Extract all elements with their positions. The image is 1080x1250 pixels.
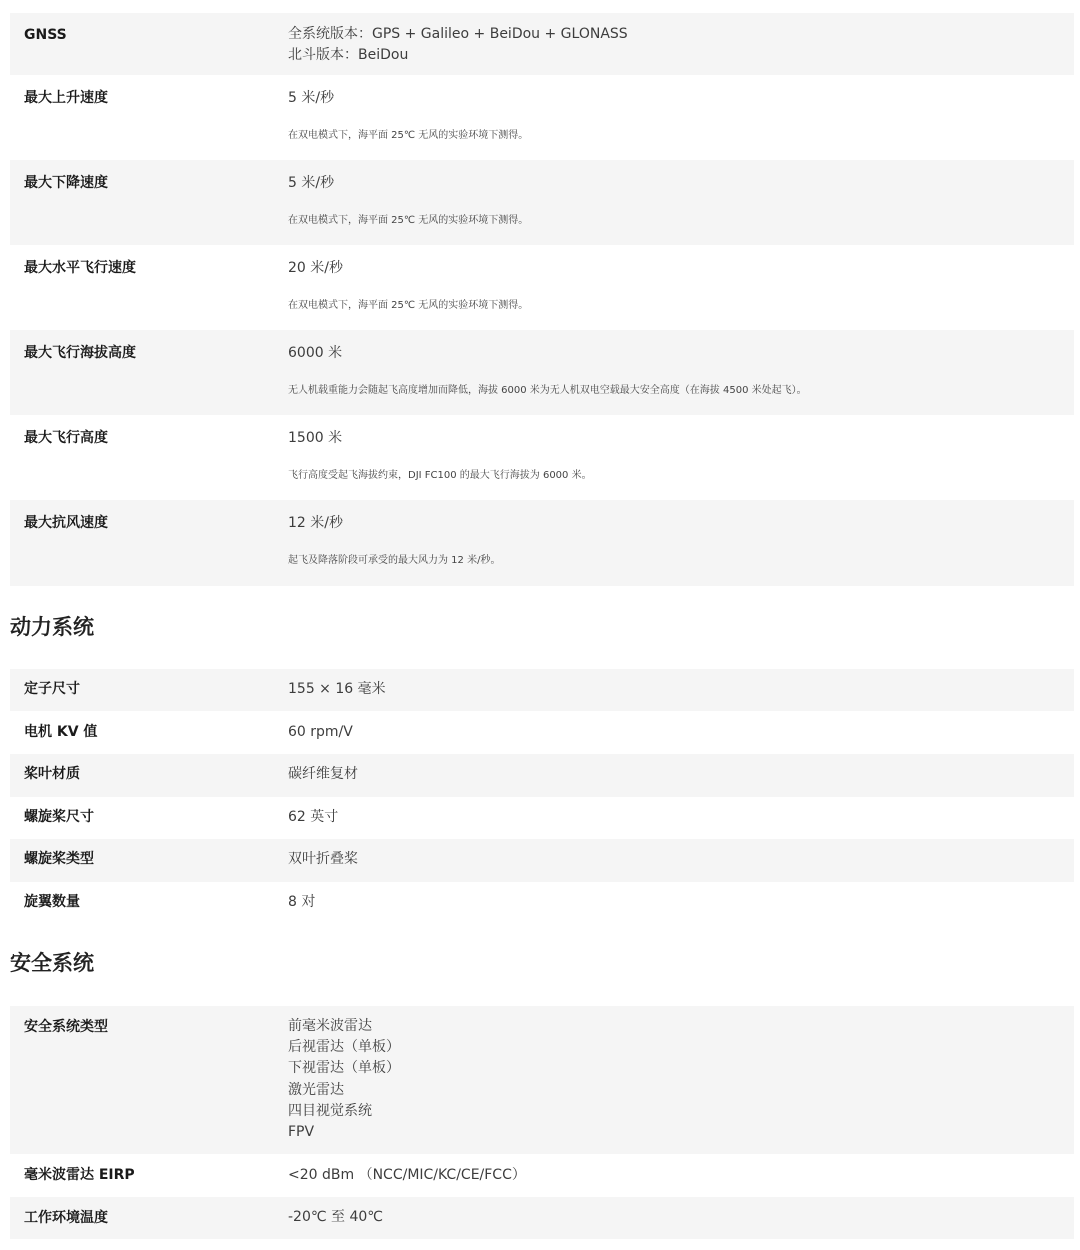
spec-value: 20 米/秒 bbox=[288, 260, 343, 276]
spec-value bbox=[288, 24, 628, 66]
spec-label: 桨叶材质 bbox=[24, 766, 80, 782]
spec-row-max-horizontal-speed bbox=[10, 245, 1074, 330]
spec-row-propeller-size bbox=[10, 797, 1074, 839]
spec-note: 在双电模式下，海平面 25℃ 无风的实验环境下测得。 bbox=[288, 130, 529, 141]
spec-value-line: 后视雷达（单板） bbox=[288, 1039, 400, 1056]
spec-value-line: 四目视觉系统 bbox=[288, 1102, 372, 1119]
spec-row-max-descent-speed bbox=[10, 160, 1074, 245]
spec-row-stator-size bbox=[10, 669, 1074, 711]
spec-label: 定子尺寸 bbox=[24, 681, 80, 697]
spec-label: 最大上升速度 bbox=[24, 90, 108, 106]
spec-row-propeller-type bbox=[10, 839, 1074, 882]
spec-label: 毫米波雷达 EIRP bbox=[24, 1167, 135, 1183]
spec-row-radar-eirp bbox=[10, 1154, 1074, 1197]
spec-note: 在双电模式下，海平面 25℃ 无风的实验环境下测得。 bbox=[288, 215, 529, 226]
spec-value bbox=[288, 1016, 400, 1143]
spec-label: 最大下降速度 bbox=[24, 175, 108, 191]
spec-row-max-flight-height bbox=[10, 415, 1074, 500]
spec-row-blade-material bbox=[10, 754, 1074, 797]
spec-row-motor-kv bbox=[10, 711, 1074, 754]
spec-label: 最大飞行海拔高度 bbox=[24, 345, 136, 361]
spec-row-gnss bbox=[10, 13, 1074, 75]
spec-value: 8 对 bbox=[288, 894, 316, 910]
spec-label: GNSS bbox=[24, 27, 67, 43]
spec-value: 60 rpm/V bbox=[288, 724, 353, 740]
spec-note: 起飞及降落阶段可承受的最大风力为 12 米/秒。 bbox=[288, 555, 501, 566]
spec-value: 1500 米 bbox=[288, 430, 343, 446]
spec-value-line: 前毫米波雷达 bbox=[288, 1018, 372, 1034]
spec-label: 工作环境温度 bbox=[24, 1210, 108, 1226]
spec-row-max-ascent-speed bbox=[10, 75, 1074, 160]
spec-label: 最大抗风速度 bbox=[24, 515, 108, 531]
spec-value-line: 全系统版本：GPS + Galileo + BeiDou + GLONASS bbox=[288, 26, 628, 42]
spec-value-line: 北斗版本：BeiDou bbox=[288, 47, 409, 64]
spec-value: 双叶折叠桨 bbox=[288, 851, 358, 867]
spec-label: 旋翼数量 bbox=[24, 894, 80, 910]
spec-value-line: 下视雷达（单板） bbox=[288, 1060, 400, 1077]
spec-row-operating-temperature bbox=[10, 1197, 1074, 1239]
spec-value: 5 米/秒 bbox=[288, 90, 335, 106]
spec-label: 安全系统类型 bbox=[24, 1019, 108, 1035]
spec-label: 最大水平飞行速度 bbox=[24, 260, 136, 276]
spec-row-safety-system-type bbox=[10, 1006, 1074, 1154]
spec-row-rotor-count bbox=[10, 882, 1074, 924]
spec-note: 无人机载重能力会随起飞高度增加而降低，海拔 6000 米为无人机双电空载最大安全高度（在海拔 4500 米处起飞）。 bbox=[288, 385, 807, 396]
spec-label: 最大飞行高度 bbox=[24, 430, 108, 446]
spec-note: 飞行高度受起飞海拔约束，DJI FC100 的最大飞行海拔为 6000 米。 bbox=[288, 470, 592, 481]
spec-value-line: FPV bbox=[288, 1124, 315, 1141]
spec-row-max-wind-resistance bbox=[10, 500, 1074, 586]
spec-row-max-altitude bbox=[10, 330, 1074, 415]
spec-value: 62 英寸 bbox=[288, 809, 339, 825]
spec-value: 碳纤维复材 bbox=[288, 766, 358, 782]
spec-value: <20 dBm （NCC/MIC/KC/CE/FCC） bbox=[288, 1167, 526, 1183]
spec-label: 电机 KV 值 bbox=[24, 724, 98, 740]
spec-label: 螺旋桨尺寸 bbox=[24, 809, 94, 825]
spec-value-line: 激光雷达 bbox=[288, 1081, 344, 1098]
spec-value: 12 米/秒 bbox=[288, 515, 343, 531]
spec-value: 155 × 16 毫米 bbox=[288, 681, 386, 697]
spec-note: 在双电模式下，海平面 25℃ 无风的实验环境下测得。 bbox=[288, 300, 529, 311]
spec-label: 螺旋桨类型 bbox=[24, 851, 94, 867]
spec-value: -20℃ 至 40℃ bbox=[288, 1209, 384, 1225]
spec-value: 5 米/秒 bbox=[288, 175, 335, 191]
section-title-safety: 安全系统 bbox=[10, 951, 94, 975]
section-title-power: 动力系统 bbox=[10, 615, 94, 639]
spec-value: 6000 米 bbox=[288, 345, 343, 361]
